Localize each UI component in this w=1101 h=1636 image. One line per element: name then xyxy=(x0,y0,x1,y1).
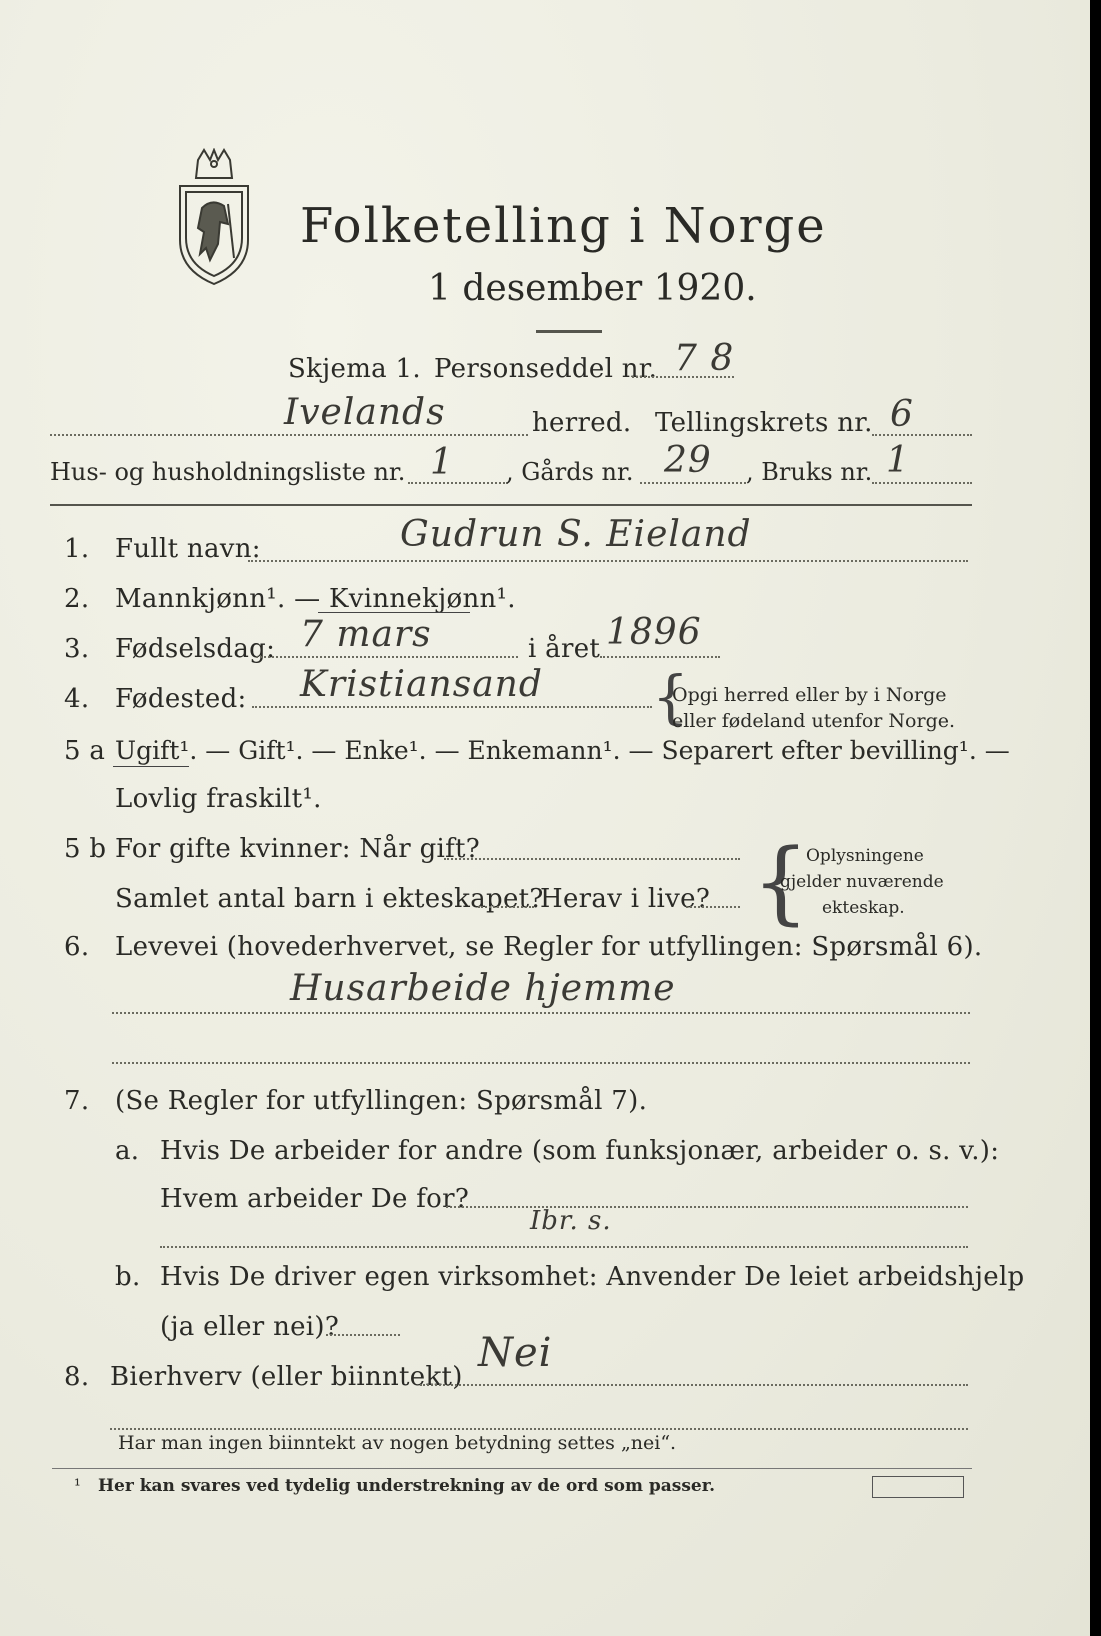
q3-year-label: i året xyxy=(528,634,601,664)
q5a-number: 5 a xyxy=(64,736,106,766)
bruks-value[interactable]: 1 xyxy=(886,440,910,481)
q2-label: Mannkjønn¹. — Kvinnekjønn¹. xyxy=(115,584,516,614)
personseddel-label: Personseddel nr. xyxy=(434,354,658,384)
q4-number: 4. xyxy=(64,684,90,714)
title-divider xyxy=(536,330,602,333)
footnote-text: Her kan svares ved tydelig understrekning av de ord som passer. xyxy=(98,1476,716,1496)
q5b-number: 5 b xyxy=(64,834,107,864)
census-date: 1 desember 1920. xyxy=(428,268,757,309)
q5b-note-1: Oplysningene xyxy=(806,846,924,866)
employer-value[interactable]: Ibr. s. xyxy=(530,1206,612,1236)
form-title: Folketelling i Norge xyxy=(300,198,827,254)
section-divider xyxy=(50,504,972,506)
q7a-letter: a. xyxy=(115,1136,140,1166)
q1-number: 1. xyxy=(64,534,90,564)
birthplace-value[interactable]: Kristiansand xyxy=(300,664,543,705)
q5b-label-3: Herav i live? xyxy=(540,884,711,914)
census-form: Folketelling i Norge 1 desember 1920. Skjema 1. Personseddel nr. 7 8 Ivelands herred. Tellingskrets nr. 6 Hus- og husholdningsliste nr. 1 , Gårds nr. 29 , Bruks nr. 1 1. Fullt navn: Gudrun S. Eieland 2. Mannkjønn¹. — Kvinnekjønn¹. 3. Fødselsdag: 7 mars i året 1896 4. Fødested: Kristiansand { Opgi herred eller by i Norge eller fødeland utenfor Norge. 5 a Ugift¹. — Gift¹. — Enke¹. — Enkemann¹. — Separert efter bevilling¹. — Lovlig fraskilt¹. 5 b For gifte kvinner: Når gift? Samlet antal barn i ekteskapet? Herav i live? { Oplysningene gjelder nuværende ekteskap. 6. Levevei (hovederhvervet, se Regler for utfyllingen: Spørsmål 6). Husarbeide hjemme 7. (Se Regler for utfyllingen: Spørsmål 7). a. Hvis De arbeider for andre (som funksjonær, arbeider o. s. v.): Hvem arbeider De for? Ibr. s. b. Hvis De driver egen virksomhet: Anvender De leiet arbeidshjelp (ja eller nei)? 8. Bierhverv (eller biinntekt) Nei Har man ingen biinntekt av nogen betydning settes „nei“. ¹ Her kan svares ved tydelig understrekning av de ord som passer. xyxy=(0,0,1090,1636)
q7b-label: Hvis De driver egen virksomhet: Anvender De leiet arbeidshjelp xyxy=(160,1262,1025,1292)
q1-label: Fullt navn: xyxy=(115,534,261,564)
tellingskrets-value[interactable]: 6 xyxy=(890,394,914,435)
husliste-label: Hus- og husholdningsliste nr. xyxy=(50,458,406,486)
ugift-underline xyxy=(113,766,189,767)
q4-note-1: Opgi herred eller by i Norge xyxy=(672,684,947,706)
q7b-label-2: (ja eller nei)? xyxy=(160,1312,340,1342)
q2-number: 2. xyxy=(64,584,90,614)
printer-stamp xyxy=(872,1476,964,1498)
full-name-value[interactable]: Gudrun S. Eieland xyxy=(400,514,752,555)
herred-label: herred. xyxy=(532,408,632,438)
gards-value[interactable]: 29 xyxy=(664,440,712,481)
q7-number: 7. xyxy=(64,1086,90,1116)
q5a-label: Ugift¹. — Gift¹. — Enke¹. — Enkemann¹. — Separert efter bevilling¹. — xyxy=(115,736,1010,765)
q4-label: Fødested: xyxy=(115,684,247,714)
q5b-note-2: gjelder nuværende xyxy=(780,872,944,892)
q4-note-2: eller fødeland utenfor Norge. xyxy=(672,710,956,732)
footer-note: Har man ingen biinntekt av nogen betydning settes „nei“. xyxy=(118,1432,677,1454)
q3-label: Fødselsdag: xyxy=(115,634,276,664)
q5a-label-2: Lovlig fraskilt¹. xyxy=(115,784,322,814)
q7b-letter: b. xyxy=(115,1262,141,1292)
birthyear-value[interactable]: 1896 xyxy=(606,612,702,653)
herred-value[interactable]: Ivelands xyxy=(284,392,446,433)
q7a-label-2: Hvem arbeider De for? xyxy=(160,1184,470,1214)
occupation-value[interactable]: Husarbeide hjemme xyxy=(290,968,676,1009)
q8-label: Bierhverv (eller biinntekt) xyxy=(110,1362,463,1392)
q5b-label-2: Samlet antal barn i ekteskapet? xyxy=(115,884,544,914)
tellingskrets-label: Tellingskrets nr. xyxy=(655,408,873,438)
q7-label: (Se Regler for utfyllingen: Spørsmål 7). xyxy=(115,1086,648,1116)
q3-number: 3. xyxy=(64,634,90,664)
q5b-label: For gifte kvinner: Når gift? xyxy=(115,834,481,864)
q7a-label: Hvis De arbeider for andre (som funksjonær, arbeider o. s. v.): xyxy=(160,1136,1000,1166)
kvinnekjonn-underline xyxy=(318,612,470,613)
footnote-mark: ¹ xyxy=(74,1476,81,1496)
birthdate-value[interactable]: 7 mars xyxy=(300,614,432,655)
personseddel-value[interactable]: 7 8 xyxy=(674,338,735,379)
gards-label: , Gårds nr. xyxy=(506,458,634,486)
skjema-label: Skjema 1. xyxy=(288,354,421,384)
bruks-label: , Bruks nr. xyxy=(746,458,873,486)
q5b-note-3: ekteskap. xyxy=(822,898,905,918)
q6-label: Levevei (hovederhvervet, se Regler for utfyllingen: Spørsmål 6). xyxy=(115,932,983,962)
husliste-value[interactable]: 1 xyxy=(430,442,454,483)
coat-of-arms-icon xyxy=(172,148,256,288)
q8-number: 8. xyxy=(64,1362,90,1392)
q6-number: 6. xyxy=(64,932,90,962)
side-income-value[interactable]: Nei xyxy=(478,1330,553,1376)
